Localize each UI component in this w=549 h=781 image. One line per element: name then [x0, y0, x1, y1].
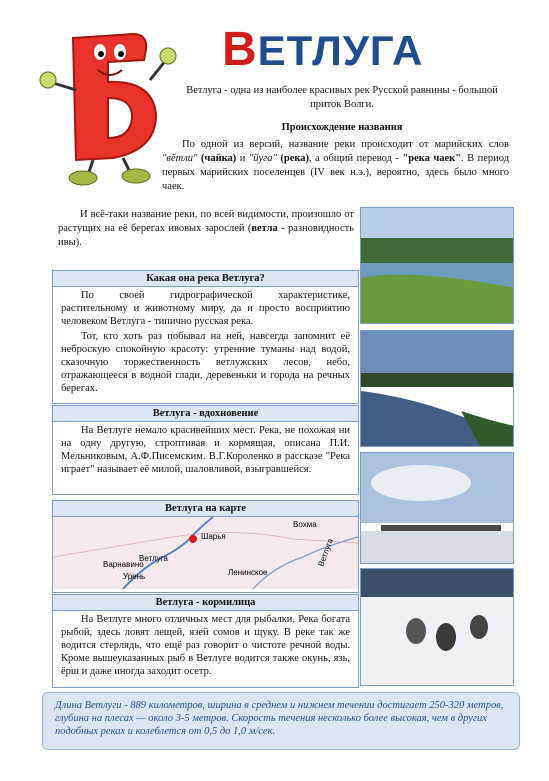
section-heading: Какая она река Ветлуга?	[53, 271, 358, 287]
map-label: Урень	[123, 572, 146, 581]
section-heading: Ветлуга - вдохновение	[53, 406, 358, 422]
section-kind	[52, 270, 359, 404]
map-label: Варнавино	[103, 560, 144, 569]
river-map	[53, 517, 358, 589]
section-paragraph: На Ветлуге немало красивейших мест. Река, не похожая ни на одну другую, строптивая и кормящая, описана П.И. Мельниковым, А.Ф.Писемским. В.Г.Короленко в рассказе "Река играет" называет её милой, шаловливой, взыгравшейся.	[61, 425, 350, 475]
photo-bridge-winter	[360, 452, 514, 564]
section-paragraph: Тот, кто хоть раз побывал на ней, навсегда запомнит её неброскую спокойную красоту: утренние туманы над водой, сказочную торжественность ветлужских лесов, небо, отражающееся в водной глади, деревеньки и города на речных берегах.	[61, 331, 350, 394]
section-heading: Ветлуга - кормилица	[53, 595, 358, 611]
intro-text: Ветлуга - одна из наиболее красивых рек Русской равнины - большой приток Волги.	[186, 85, 498, 110]
photo-ice-fishing	[360, 568, 514, 686]
willow-paragraph: И всё-таки название реки, по всей видимости, произошло от растущих на её берегах ивовых зарослей (ветла - разновидность ивы).	[58, 209, 354, 248]
map-label: Шарья	[201, 532, 226, 541]
section-heading: Ветлуга на карте	[53, 501, 358, 517]
photo-river-summer	[360, 207, 514, 324]
photo-river-evening	[360, 330, 514, 447]
map-label: Ветлуга	[139, 554, 168, 563]
page-title: ВЕТЛУГА	[222, 23, 424, 76]
map-label: Ветлуга	[316, 537, 335, 568]
section-inspiration	[52, 405, 359, 495]
footer-note: Длина Ветлуги - 889 километров, ширина в среднем и нижнем течении достигает 250-320 метров, глубина на плесах — около 3-5 метров. Скорость течения несколько более высокая, чем в других подобных реках и колеблется от 0,5 до 1,0 м/сек.	[42, 692, 520, 750]
origin-paragraph: По одной из версий, название реки происходит от марийских слов "вӗтли" (чайка) и "йуга" (река), а общий перевод - "река чаек". В период первых марийских поселенцев (IV век н.э.), вероятно, здесь было много чаек.	[162, 139, 510, 192]
section-provider	[52, 594, 359, 688]
section-paragraph: На Ветлуге много отличных мест для рыбалки. Река богата рыбой, здесь ловят лещей, язей сомов и щуку. В реке так же водится стерлядь, что ещё раз говорит о чистоте речной воды. Кроме вышеуказанных рыб в Ветлуге водится также окунь, язь, ёрш и даже иногда заходит осетр.	[61, 614, 350, 677]
letter-v-mascot	[38, 20, 178, 190]
section-paragraph: По своей гидрографической характеристике, растительному и животному миру, да и просто восприятию человеком Ветлуга - типично русская река.	[61, 290, 350, 327]
map-label: Ленинское	[228, 568, 268, 577]
origin-heading: Происхождение названия	[281, 122, 403, 133]
map-label: Вохма	[293, 520, 317, 529]
section-map	[52, 500, 359, 593]
